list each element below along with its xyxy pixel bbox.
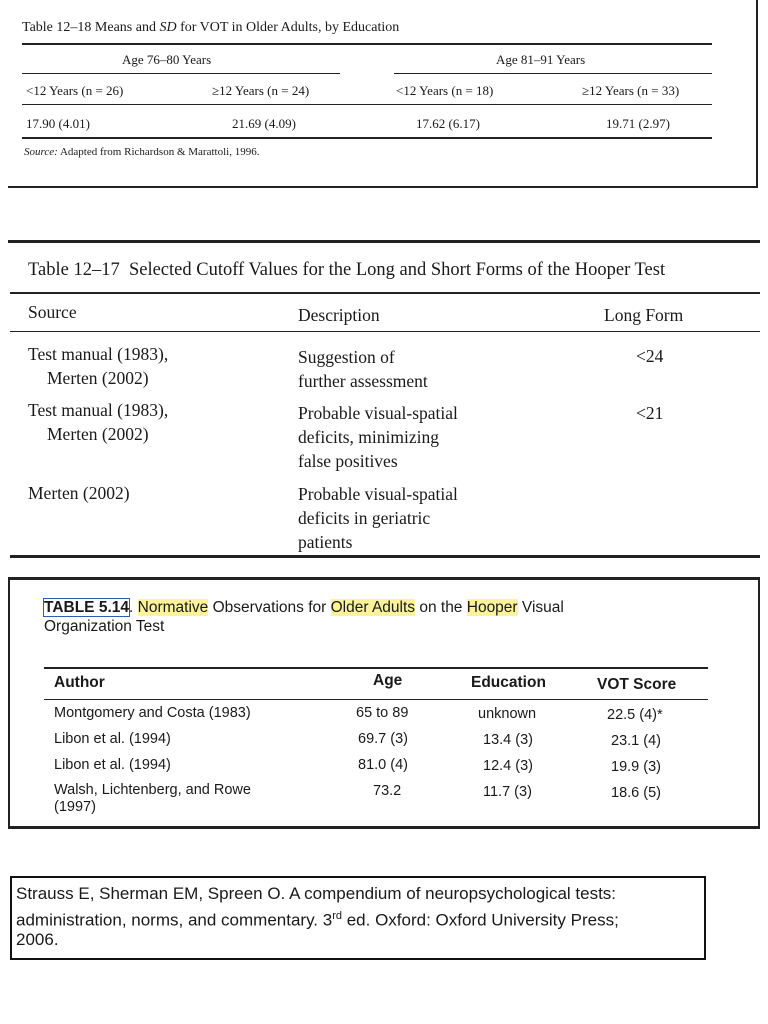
header-long-form: Long Form (604, 305, 684, 325)
col-header-3: <12 Years (n = 18) (396, 83, 494, 98)
citation-box (10, 876, 706, 960)
header-education: Education (471, 674, 546, 691)
title-text-end: for VOT in Older Adults, by Education (176, 20, 400, 35)
table-5-14-right-border (758, 577, 760, 829)
source-text: Adapted from Richardson & Marattoli, 1996. (59, 146, 260, 158)
header-description: Description (298, 305, 380, 325)
header-author: Author (54, 674, 105, 691)
citation-line2-text: administration, norms, and commentary. 3 (16, 910, 333, 930)
row3-description (298, 482, 458, 554)
row4-education: 11.7 (3) (483, 784, 532, 800)
title-text: Selected Cutoff Values for the Long and Short Forms of the Hooper Test (128, 260, 666, 280)
row2-long-form: <21 (636, 403, 664, 423)
table-5-14-left-border (8, 577, 10, 829)
row3-education: 12.4 (3) (483, 758, 533, 774)
col-header-2: ≥12 Years (n = 24) (212, 83, 310, 98)
row1-education: unknown (478, 706, 537, 722)
title-part: . (129, 599, 138, 616)
row3-author: Libon et al. (1994) (54, 757, 171, 773)
row2-desc-line3: false positives (298, 451, 398, 471)
value-2: 21.69 (4.09) (232, 116, 296, 131)
citation-line2 (16, 906, 619, 931)
group-header-76-80: Age 76–80 Years (122, 52, 212, 67)
group-header-81-91: Age 81–91 Years (496, 52, 586, 67)
row3-desc-line3: patients (298, 532, 353, 552)
title-italic: SD (159, 20, 177, 35)
table-12-17-top-border (8, 240, 760, 243)
citation-line3: 2006. (16, 930, 59, 949)
row3-desc-line2: deficits in geriatric (298, 508, 431, 528)
header-vot-score: VOT Score (597, 676, 677, 693)
table-12-17-title (28, 260, 665, 281)
table-12-17-bottom-border (10, 555, 760, 558)
table-5-14-bottom-border (8, 826, 760, 829)
row2-score: 23.1 (4) (611, 733, 661, 749)
row1-score: 22.5 (4)* (607, 707, 663, 723)
row2-source-line1: Test manual (1983), (28, 400, 169, 420)
col-header-1: <12 Years (n = 26) (26, 83, 124, 98)
title-part: Visual (517, 599, 564, 616)
row3-source (28, 481, 130, 505)
citation-superscript: rd (332, 910, 342, 922)
row2-desc-line2: deficits, minimizing (298, 427, 439, 447)
row2-source (28, 398, 168, 446)
row3-source-line1: Merten (2002) (28, 483, 130, 503)
row2-education: 13.4 (3) (483, 732, 533, 748)
title-highlight-older-adults: Older Adults (330, 599, 416, 616)
row3-score: 19.9 (3) (611, 759, 661, 775)
row4-author (54, 782, 251, 816)
row1-source-line1: Test manual (1983), (28, 344, 169, 364)
source-label: Source: (24, 146, 58, 158)
row1-desc-line2: further assessment (298, 371, 428, 391)
col-header-4: ≥12 Years (n = 33) (582, 83, 680, 98)
group-rule-left (22, 73, 340, 74)
row1-source (28, 342, 168, 390)
row3-desc-line1: Probable visual-spatial (298, 484, 458, 504)
table-label: Table 12–18 (22, 20, 92, 35)
title-rule (10, 292, 760, 294)
title-highlight-normative: Normative (137, 599, 209, 616)
row2-description (298, 401, 458, 473)
table-5-14-top-border (8, 577, 760, 580)
row1-desc-line1: Suggestion of (298, 347, 395, 367)
header-rule (10, 331, 760, 332)
table-5-14-title (44, 598, 564, 636)
citation-line1: Strauss E, Sherman EM, Spreen O. A compendium of neuropsychological tests: (16, 884, 617, 903)
row1-source-line2: Merten (2002) (47, 368, 149, 388)
row4-age: 73.2 (373, 783, 402, 799)
title-line2: Organization Test (44, 618, 165, 635)
value-3: 17.62 (6.17) (416, 116, 480, 131)
row3-age: 81.0 (4) (358, 757, 408, 773)
row2-author: Libon et al. (1994) (54, 731, 171, 747)
row4-score: 18.6 (5) (611, 785, 661, 801)
row4-author-line1: Walsh, Lichtenberg, and Rowe (54, 782, 251, 798)
row1-long-form: <24 (636, 346, 664, 366)
row4-author-line2: (1997) (54, 799, 96, 815)
table-12-18-panel (8, 0, 758, 188)
value-4: 19.71 (2.97) (606, 116, 670, 131)
title-part: Observations for (208, 599, 331, 616)
table-5-14-top-rule (44, 667, 708, 669)
header-source: Source (28, 302, 77, 322)
table-12-18-title (22, 20, 399, 36)
row1-description (298, 345, 428, 393)
row1-author: Montgomery and Costa (1983) (54, 705, 251, 721)
top-rule (22, 43, 712, 45)
header-rule (22, 104, 712, 105)
row2-source-line2: Merten (2002) (47, 424, 149, 444)
row2-age: 69.7 (3) (358, 731, 408, 747)
title-highlight-hooper: Hooper (466, 599, 518, 616)
row2-desc-line1: Probable visual-spatial (298, 403, 458, 423)
citation-line2-end: ed. Oxford: Oxford University Press; (341, 910, 619, 930)
bottom-rule (22, 137, 712, 139)
table-5-14-label: TABLE 5.14 (44, 599, 129, 616)
value-1: 17.90 (4.01) (26, 116, 90, 131)
row1-age: 65 to 89 (356, 705, 409, 721)
group-rule-right (394, 73, 712, 74)
table-5-14-header-rule (44, 699, 708, 700)
title-text: Means and (94, 20, 160, 35)
source-note (24, 146, 259, 158)
table-label: Table 12–17 (28, 260, 120, 280)
title-part: on the (415, 599, 467, 616)
header-age: Age (373, 672, 403, 689)
